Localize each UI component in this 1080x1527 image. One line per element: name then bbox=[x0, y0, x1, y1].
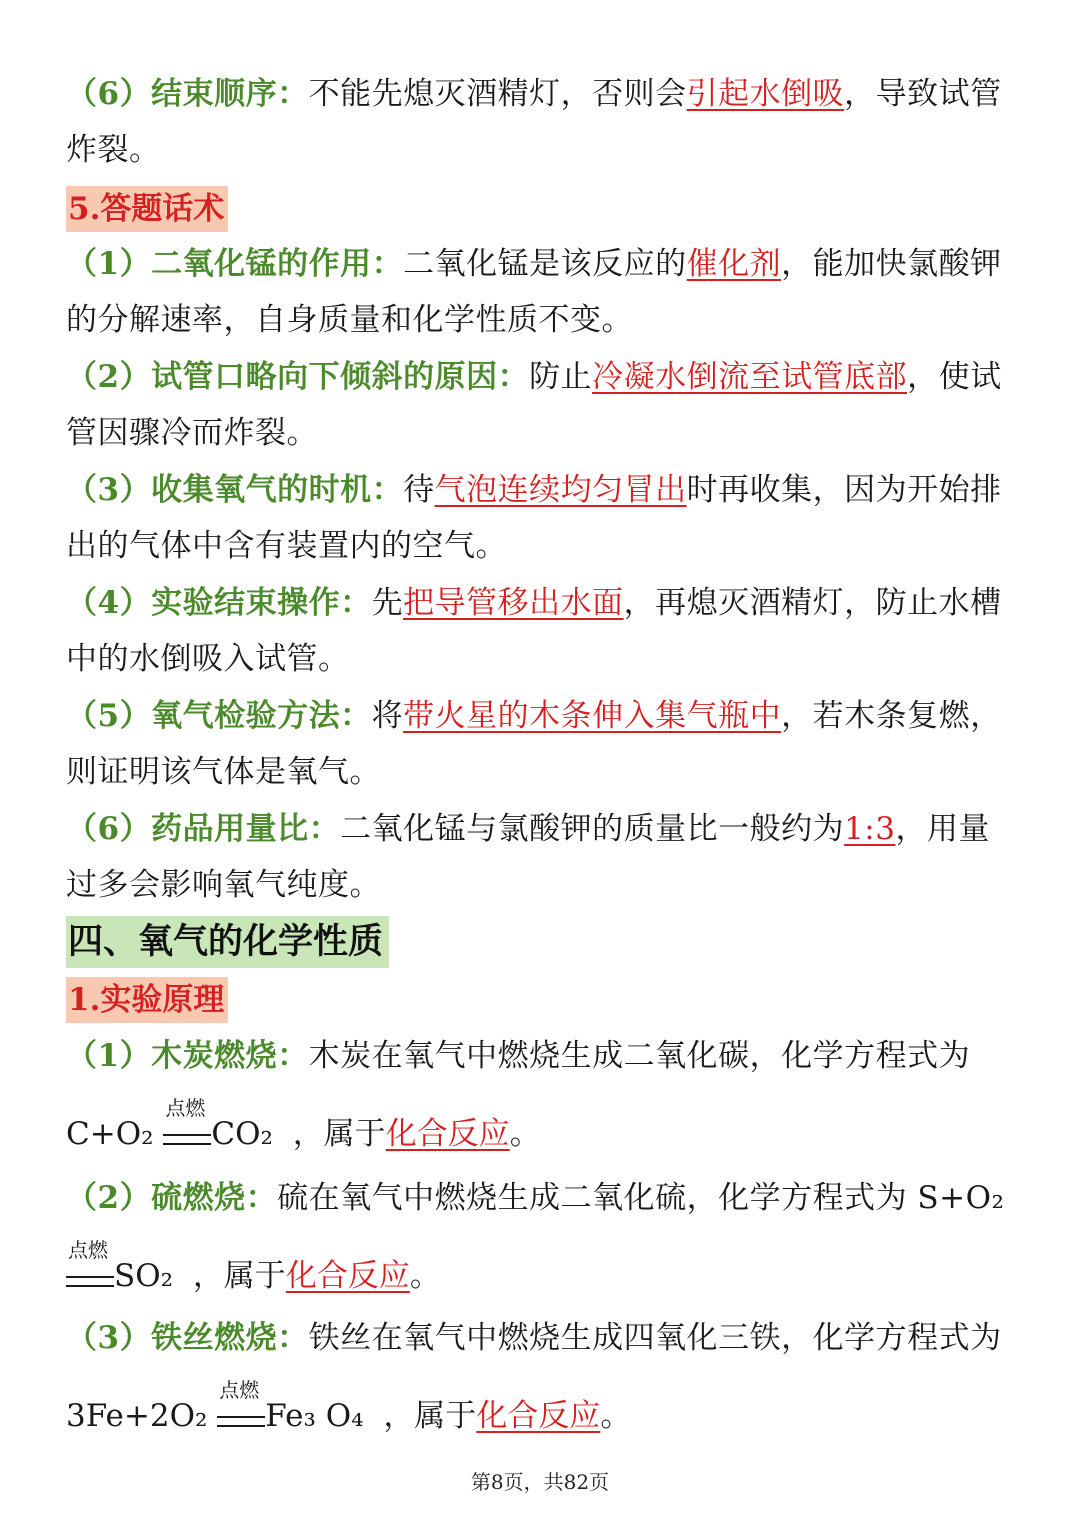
paragraph-mno2-role: （1）二氧化锰的作用：二氧化锰是该反应的催化剂，能加快氯酸钾的分解速率，自身质量和化学性质不变。 bbox=[66, 246, 1002, 338]
key-point: 引起水倒吸 bbox=[686, 76, 845, 112]
item-label: （3）收集氧气的时机： bbox=[66, 472, 404, 508]
item-label: （6）药品用量比： bbox=[66, 811, 341, 847]
equals-sign bbox=[163, 1134, 211, 1145]
equals-sign bbox=[66, 1276, 114, 1287]
paragraph-charcoal: （1）木炭燃烧：木炭在氧气中燃烧生成二氧化碳，化学方程式为 bbox=[66, 1038, 971, 1074]
key-point: 气泡连续均匀冒出 bbox=[434, 472, 687, 508]
item-label: （1）二氧化锰的作用： bbox=[66, 246, 404, 282]
key-point: 催化剂 bbox=[686, 246, 782, 282]
equation-charcoal: C+O₂ 点燃 CO₂ ，属于化合反应。 bbox=[66, 1104, 1016, 1164]
paragraph-end-operation: （4）实验结束操作：先把导管移出水面，再熄灭酒精灯，防止水槽中的水倒吸入试管。 bbox=[66, 585, 1002, 677]
reaction-condition: 点燃 bbox=[163, 1104, 211, 1164]
item-label: （1）木炭燃烧： bbox=[66, 1038, 309, 1074]
equation-sulfur: 点燃 SO₂ ，属于化合反应。 bbox=[66, 1246, 1016, 1306]
key-point: 化合反应 bbox=[476, 1398, 601, 1434]
reaction-condition: 点燃 bbox=[66, 1246, 114, 1306]
paragraph-end-sequence: （6）结束顺序：不能先熄灭酒精灯，否则会引起水倒吸，导致试管炸裂。 bbox=[66, 76, 1002, 168]
paragraph-iron: （3）铁丝燃烧：铁丝在氧气中燃烧生成四氧化三铁，化学方程式为 bbox=[66, 1320, 1002, 1356]
key-point: 把导管移出水面 bbox=[403, 585, 624, 621]
section-heading: 1.实验原理 bbox=[66, 977, 228, 1023]
paragraph-test-method: （5）氧气检验方法：将带火星的木条伸入集气瓶中，若木条复燃，则证明该气体是氧气。 bbox=[66, 698, 1002, 790]
item-label: （5）氧气检验方法： bbox=[66, 698, 372, 734]
paragraph-collect-timing: （3）收集氧气的时机：待气泡连续均匀冒出时再收集，因为开始排出的气体中含有装置内的空气。 bbox=[66, 472, 1002, 564]
item-label: （3）铁丝燃烧： bbox=[66, 1320, 309, 1356]
paragraph-sulfur: （2）硫燃烧：硫在氧气中燃烧生成二氧化硫，化学方程式为 S+O₂ bbox=[66, 1180, 1005, 1216]
key-point: 冷凝水倒流至试管底部 bbox=[592, 359, 908, 395]
item-label: （6）结束顺序： bbox=[66, 76, 309, 112]
key-point: 带火星的木条伸入集气瓶中 bbox=[403, 698, 782, 734]
item-label: （4）实验结束操作： bbox=[66, 585, 372, 621]
paragraph-dose-ratio: （6）药品用量比：二氧化锰与氯酸钾的质量比一般约为1:3，用量过多会影响氧气纯度。 bbox=[66, 811, 990, 903]
chapter-heading: 四、氧气的化学性质 bbox=[66, 916, 389, 968]
paragraph-tube-tilt: （2）试管口略向下倾斜的原因：防止冷凝水倒流至试管底部，使试管因骤冷而炸裂。 bbox=[66, 359, 1002, 451]
item-label: （2）试管口略向下倾斜的原因： bbox=[66, 359, 530, 395]
section-heading: 5.答题话术 bbox=[66, 186, 228, 232]
equation-iron: 3Fe+2O₂ 点燃 Fe₃ O₄ ，属于化合反应。 bbox=[66, 1386, 1016, 1446]
equals-sign bbox=[217, 1416, 265, 1427]
item-label: （2）硫燃烧： bbox=[66, 1180, 278, 1216]
key-point: 化合反应 bbox=[385, 1116, 510, 1152]
page-number: 第8页，共82页 bbox=[470, 1470, 610, 1494]
reaction-condition: 点燃 bbox=[217, 1386, 265, 1446]
key-point: 1:3 bbox=[844, 811, 896, 847]
key-point: 化合反应 bbox=[285, 1258, 410, 1294]
